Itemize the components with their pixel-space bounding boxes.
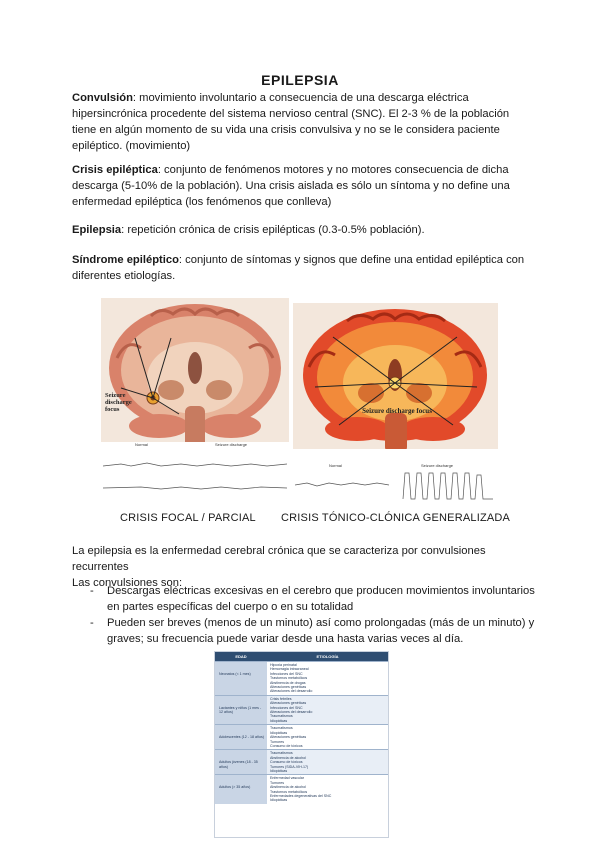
term-epilepsia: Epilepsia — [72, 224, 122, 236]
term-convulsion: Convulsión — [72, 92, 133, 104]
definition-sindrome: : conjunto de síntomas y signos que define una entidad epiléptica con diferentes etiologías. — [72, 254, 525, 282]
generalized-normal-label: Normal — [329, 463, 342, 468]
cause-item: Idiopáticas — [270, 718, 288, 723]
convulsions-list-intro: Las convulsiones son: — [72, 577, 183, 589]
table-row — [215, 749, 388, 774]
cause-item: Enfermedades degenerativas del SNC — [270, 793, 332, 798]
cause-item: Crisis febriles — [270, 696, 292, 701]
table-cell-age: Adolescentes (12 - 18 años) — [215, 725, 267, 749]
table-cell-age: Lactantes y niños (1 mes - 12 años) — [215, 696, 267, 724]
paragraph-sindrome — [72, 252, 534, 284]
table-header — [215, 652, 388, 661]
cause-item: Consumo de tóxicos — [270, 743, 303, 748]
table-cell-causes — [267, 696, 388, 724]
table-cell-age: Adultos (> 35 años) — [215, 775, 267, 803]
table-row — [215, 774, 388, 803]
cause-item: Abstinencia de alcohol — [270, 785, 306, 790]
cause-item: Trastornos metabólicos — [270, 676, 308, 681]
cause-item: Alteraciones del desarrollo — [270, 710, 313, 715]
etiology-table-image — [214, 651, 389, 838]
generalized-seizure-brain-image — [293, 303, 498, 505]
table-cell-causes — [267, 662, 388, 695]
table-row — [215, 695, 388, 724]
table-cell-causes — [267, 725, 388, 749]
definition-convulsion: : movimiento involuntario a consecuencia de una descarga eléctrica hipersincrónica procedente del sistema nervioso central (SNC). El 2-3 % de la población tiene en algún momento de su vida una crisis convulsiva y no se le considera paciente epiléptico. (movimiento) — [72, 92, 510, 152]
table-header-etiology: ETIOLOGÍA — [316, 654, 339, 659]
page-title: EPILEPSIA — [261, 72, 339, 88]
definition-crisis: : conjunto de fenómenos motores y no motores consecuencia de dicha descarga (5-10% de la población). Una crisis aislada es sólo un síntoma y no define una enfermedad epiléptica (los fenómenos que conlleva) — [72, 164, 510, 208]
cause-item: Traumatismos — [270, 726, 293, 731]
cause-item: Alteraciones genéticas — [270, 735, 307, 740]
cause-item: Tumores — [270, 780, 285, 785]
table-header-age: EDAD — [235, 654, 247, 659]
cause-item: Infecciones del SNC — [270, 705, 303, 710]
table-cell-causes — [267, 750, 388, 774]
definition-epilepsia: : repetición crónica de crisis epilépticas (0.3-0.5% población). — [121, 224, 425, 236]
convulsions-list — [90, 583, 535, 647]
generalized-focus-label: Seizure discharge focus — [362, 407, 432, 415]
paragraph-crisis — [72, 162, 534, 210]
focal-discharge-label: Seizure discharge — [215, 442, 248, 447]
term-crisis: Crisis epiléptica — [72, 164, 158, 176]
table-cell-age: Adultos jóvenes (18 - 35 años) — [215, 750, 267, 774]
cause-item: Alteraciones genéticas — [270, 685, 307, 690]
table-cell-causes — [267, 775, 388, 803]
generalized-brain-illustration — [293, 303, 498, 505]
epilepsy-intro: La epilepsia es la enfermedad cerebral crónica que se caracteriza por convulsiones recurrentes — [72, 545, 486, 573]
cause-item: Trastornos metabólicos — [270, 789, 308, 794]
cause-item: Alteraciones genéticas — [270, 701, 307, 706]
caption-focal: CRISIS FOCAL / PARCIAL — [120, 512, 256, 524]
table-cell-age: Neonatos (< 1 mes) — [215, 662, 267, 695]
cause-item: Traumatismos — [270, 751, 293, 756]
cause-item: Hipoxia perinatal — [270, 663, 297, 667]
cause-item: Tumores (SIDA-VIH-17) — [270, 764, 309, 769]
list-item: - Pueden ser breves (menos de un minuto) así como prolongadas (más de un minuto) y graves; su frecuencia puede variar desde una hasta varias veces al día. — [90, 615, 535, 647]
cause-item: Infecciones del SNC — [270, 671, 303, 676]
cause-item: Hemorragia intracraneal — [270, 667, 309, 672]
table-row — [215, 724, 388, 749]
cause-item: Alteraciones del desarrollo — [270, 689, 313, 694]
focal-focus-label: Seizure discharge focus — [105, 392, 132, 413]
cause-item: Traumatismos — [270, 714, 293, 719]
caption-generalized: CRISIS TÓNICO-CLÓNICA GENERALIZADA — [281, 512, 511, 524]
cause-item: Idiopáticas — [270, 730, 288, 735]
paragraph-convulsion — [72, 90, 534, 154]
paragraph-epilepsia — [72, 222, 534, 238]
term-sindrome: Síndrome epiléptico — [72, 254, 179, 266]
list-item: - Descargas eléctricas excesivas en el cerebro que producen movimientos involuntarios en partes específicas del cuerpo o en su totalidad — [90, 583, 535, 615]
focal-normal-label: Normal — [135, 442, 148, 447]
cause-item: Idiopáticas — [270, 798, 288, 803]
focal-seizure-brain-image — [101, 298, 289, 502]
cause-item: Tumores — [270, 739, 285, 744]
cause-item: Idiopáticas — [270, 768, 288, 773]
cause-item: Abstinencia de alcohol — [270, 755, 306, 760]
cause-item: Abstinencia de drogas — [270, 680, 306, 685]
cause-item: Enfermedad vascular — [270, 776, 304, 781]
table-row — [215, 661, 388, 695]
cause-item: Consumo de tóxicos — [270, 760, 303, 765]
table-body — [215, 661, 388, 804]
generalized-discharge-label: Seizure discharge — [421, 463, 454, 468]
